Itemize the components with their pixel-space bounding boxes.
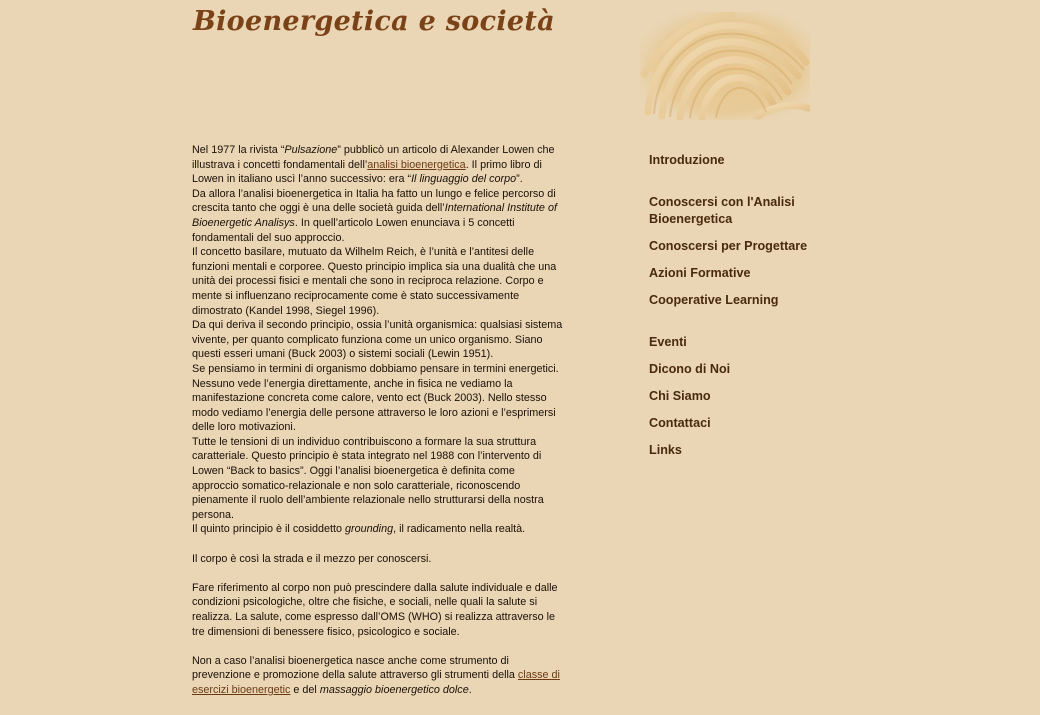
article-paragraph: Fare riferimento al corpo non può prescindere dalla salute individuale e dalle condizioni psicologiche, oltre che fisiche, e sociali, nelle quali la salute si realizza. La salute, come espresso dall’OMS (WHO) si realizza attraverso le tre dimensioni di benessere fisico, psicologico e sociale. [192, 581, 558, 638]
classe-esercizi-link[interactable]: classe di esercizi bioenergetic [192, 669, 560, 696]
nav-item-links[interactable]: Links [649, 443, 682, 457]
article-paragraph: Da allora l’analisi bioenergetica in Italia ha fatto un lungo e felice percorso di crescita tanto che oggi è una delle società guida dell’International Institute of Bioenergetic Analisys. In quell’articolo Lowen enunciava i 5 concetti fondamentali del suo approccio. [192, 187, 557, 244]
article-paragraph: Da qui deriva il secondo principio, ossia l’unità organismica: qualsiasi sistema vivente, per quanto complicato funziona come un unico organismo. Siano questi esseri umani (Buck 2003) o sistemi sociali (Lewin 1951). [192, 319, 563, 361]
nav-item-introduzione[interactable]: Introduzione [649, 153, 725, 167]
article-paragraph: Il concetto basilare, mutuato da Wilhelm Reich, è l’unità e l’antitesi delle funzioni mentali e corporee. Questo principio implica sia una dualità che una unità dei processi fisici e mentali che sono in reciproca relazione. Corpo e mente si influenzano reciprocamente come è stato successivamente dimostrato (Kandel 1998, Siegel 1996). [192, 246, 557, 317]
nav-item-cooperative-learning[interactable]: Cooperative Learning [649, 293, 779, 307]
nav-item-eventi[interactable]: Eventi [649, 335, 687, 349]
site-title: Bioenergetica e società [193, 6, 555, 37]
analisi-bioenergetica-link[interactable]: analisi bioenergetica [367, 158, 466, 171]
article-paragraph: Nel 1977 la rivista “Pulsazione” pubblicò un articolo di Alexander Lowen che illustrava i concetti fondamentali dell’analisi bioenergetica. Il primo libro di Lowen in italiano uscì l’anno successivo: era “Il linguaggio del corpo”. [192, 144, 555, 186]
article-paragraph: Il quinto principio è il cosiddetto grounding, il radicamento nella realtà. [192, 523, 526, 536]
nav-item-contattaci[interactable]: Contattaci [649, 416, 711, 430]
wood-grain-image [640, 12, 810, 120]
nav-item-conoscersi-analisi[interactable]: Conoscersi con l'Analisi Bioenergetica [649, 195, 795, 226]
sidebar-nav [649, 152, 849, 484]
nav-group-services [649, 194, 849, 309]
article-paragraph: Il corpo è così la strada e il mezzo per conoscersi. [192, 552, 432, 565]
nav-group-info [649, 334, 849, 459]
nav-item-chi-siamo[interactable]: Chi Siamo [649, 389, 711, 403]
article-body [192, 143, 564, 698]
nav-item-conoscersi-progettare[interactable]: Conoscersi per Progettare [649, 239, 808, 253]
wood-grain-graphic [640, 12, 810, 120]
nav-group-intro [649, 152, 849, 169]
nav-item-azioni-formative[interactable]: Azioni Formative [649, 266, 751, 280]
article-paragraph: Tutte le tensioni di un individuo contribuiscono a formare la sua struttura caratteriale. Questo principio è stata integrato nel 1988 con l’intervento di Lowen “Back to basics”. Oggi l’analisi bioenergetica è definita come approccio somatico-relazionale e non solo caratteriale, riconoscendo pienamente il ruolo dell’ambiente relazionale nello strutturarsi della nostra persona. [192, 435, 544, 521]
article-paragraph: Se pensiamo in termini di organismo dobbiamo pensare in termini energetici. Nessuno vede l’energia direttamente, anche in fisica ne vediamo la manifestazione concreta come calore, vento ect (Buck 2003). Nello stesso modo vediamo l’energia delle persone attraverso le loro azioni e l’esprimersi delle loro motivazioni. [192, 362, 559, 434]
article-paragraph: Non a caso l’analisi bioenergetica nasce anche come strumento di prevenzione e promozione della salute attraverso gli strumenti della classe di esercizi bioenergetic e del massaggio bioenergetico dolce. [192, 654, 560, 696]
nav-item-dicono-di-noi[interactable]: Dicono di Noi [649, 362, 731, 376]
